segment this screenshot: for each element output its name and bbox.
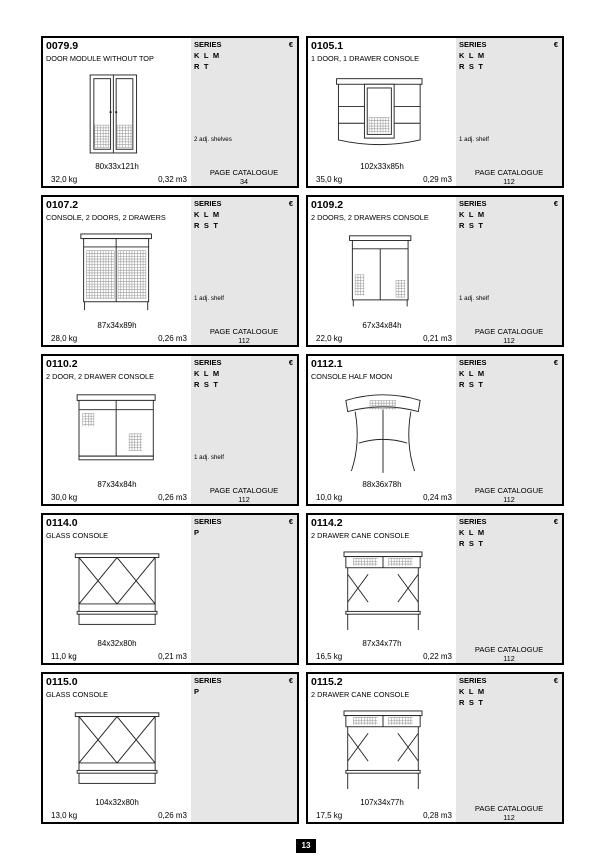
- euro-icon: €: [553, 358, 558, 367]
- euro-icon: €: [288, 199, 293, 208]
- page-catalogue-number: 112: [238, 495, 250, 504]
- cabinet-2doors-icon: [318, 225, 448, 320]
- product-weight: 17,5 kg: [316, 811, 343, 820]
- shelf-note: 1 adj. shelf: [194, 454, 224, 461]
- half-moon-console-icon: [318, 384, 448, 479]
- product-info: [308, 356, 456, 504]
- series-codes: K L M: [459, 210, 486, 219]
- series-codes: R S T: [194, 380, 220, 389]
- series-panel: [191, 197, 297, 345]
- euro-icon: €: [288, 358, 293, 367]
- product-card: [306, 36, 564, 188]
- product-card: [41, 513, 299, 665]
- series-codes: R S T: [459, 539, 485, 548]
- product-code: 0115.2: [311, 676, 343, 688]
- page-catalogue-label: PAGE CATALOGUE: [474, 804, 544, 813]
- page-catalogue-label: PAGE CATALOGUE: [474, 645, 544, 654]
- product-card: [306, 354, 564, 506]
- series-label: SERIES: [194, 517, 222, 526]
- product-description: GLASS CONSOLE: [46, 531, 109, 540]
- series-panel: [456, 197, 562, 345]
- product-dimensions: 107x34x77h: [360, 798, 404, 807]
- product-description: 1 DOOR, 1 DRAWER CONSOLE: [311, 54, 419, 63]
- series-panel: [191, 515, 297, 663]
- page-catalogue-label: PAGE CATALOGUE: [209, 168, 279, 177]
- product-info: [308, 515, 456, 663]
- series-label: SERIES: [459, 358, 487, 367]
- page-catalogue-number: 112: [503, 813, 515, 822]
- cane-console-icon: [318, 702, 448, 797]
- series-panel: [456, 356, 562, 504]
- wide-cabinet-icon: [53, 384, 183, 479]
- series-label: SERIES: [194, 40, 222, 49]
- product-weight: 13,0 kg: [51, 811, 78, 820]
- product-code: 0107.2: [46, 199, 79, 211]
- product-description: CONSOLE, 2 DOORS, 2 DRAWERS: [46, 213, 166, 222]
- product-dimensions: 104x32x80h: [95, 798, 139, 807]
- product-weight: 30,0 kg: [51, 493, 78, 502]
- door-module-icon: [53, 66, 183, 161]
- cane-console-icon: [318, 543, 448, 638]
- product-info: [43, 515, 191, 663]
- series-codes: R T: [194, 62, 210, 71]
- series-panel: [456, 38, 562, 186]
- product-volume: 0,21 m3: [423, 334, 452, 343]
- series-panel: [191, 674, 297, 822]
- product-weight: 16,5 kg: [316, 652, 343, 661]
- series-panel: [191, 38, 297, 186]
- product-dimensions: 88x36x78h: [362, 480, 402, 489]
- page-catalogue-label: PAGE CATALOGUE: [209, 486, 279, 495]
- product-description: GLASS CONSOLE: [46, 690, 109, 699]
- series-codes: R S T: [459, 62, 485, 71]
- euro-icon: €: [553, 40, 558, 49]
- shelf-note: 1 adj. shelf: [459, 295, 489, 302]
- product-dimensions: 87x34x77h: [362, 639, 402, 648]
- euro-icon: €: [553, 199, 558, 208]
- product-weight: 10,0 kg: [316, 493, 343, 502]
- product-info: [43, 674, 191, 822]
- page-catalogue-number: 112: [503, 495, 515, 504]
- product-weight: 28,0 kg: [51, 334, 78, 343]
- series-codes: K L M: [459, 687, 486, 696]
- product-weight: 11,0 kg: [51, 652, 77, 661]
- product-description: 2 DRAWER CANE CONSOLE: [311, 531, 410, 540]
- page-catalogue-number: 34: [240, 177, 248, 186]
- product-card: [306, 672, 564, 824]
- product-volume: 0,21 m3: [158, 652, 187, 661]
- page-catalogue-label: PAGE CATALOGUE: [474, 327, 544, 336]
- series-panel: [456, 515, 562, 663]
- product-volume: 0,26 m3: [158, 334, 187, 343]
- series-label: SERIES: [194, 676, 222, 685]
- page-catalogue-number: 112: [503, 336, 515, 345]
- page-catalogue-number: 112: [238, 336, 250, 345]
- page-number: 13: [296, 839, 316, 853]
- shelf-note: 1 adj. shelf: [194, 295, 224, 302]
- product-info: [43, 197, 191, 345]
- product-volume: 0,28 m3: [423, 811, 452, 820]
- product-weight: 32,0 kg: [51, 175, 78, 184]
- product-card: [41, 195, 299, 347]
- series-codes: R S T: [459, 698, 485, 707]
- product-weight: 35,0 kg: [316, 175, 343, 184]
- product-code: 0115.0: [46, 676, 78, 688]
- product-code: 0114.0: [46, 517, 78, 529]
- euro-icon: €: [288, 676, 293, 685]
- series-panel: [191, 356, 297, 504]
- page-catalogue-label: PAGE CATALOGUE: [209, 327, 279, 336]
- product-card: [306, 195, 564, 347]
- product-description: DOOR MODULE WITHOUT TOP: [46, 54, 154, 63]
- product-description: 2 DOOR, 2 DRAWER CONSOLE: [46, 372, 154, 381]
- series-codes: K L M: [194, 369, 221, 378]
- product-card: [306, 513, 564, 665]
- product-dimensions: 87x34x89h: [97, 321, 137, 330]
- product-card: [41, 36, 299, 188]
- product-code: 0105.1: [311, 40, 344, 52]
- product-dimensions: 84x32x80h: [97, 639, 137, 648]
- product-volume: 0,22 m3: [423, 652, 452, 661]
- series-panel: [456, 674, 562, 822]
- euro-icon: €: [288, 517, 293, 526]
- product-code: 0110.2: [46, 358, 78, 370]
- euro-icon: €: [553, 676, 558, 685]
- series-codes: K L M: [194, 51, 221, 60]
- product-description: 2 DOORS, 2 DRAWERS CONSOLE: [311, 213, 429, 222]
- series-codes: K L M: [194, 210, 221, 219]
- series-label: SERIES: [459, 40, 487, 49]
- product-card: [41, 354, 299, 506]
- product-code: 0112.1: [311, 358, 343, 370]
- product-dimensions: 87x34x84h: [97, 480, 137, 489]
- series-codes: K L M: [459, 369, 486, 378]
- product-description: CONSOLE HALF MOON: [311, 372, 393, 381]
- euro-icon: €: [288, 40, 293, 49]
- series-codes: K L M: [459, 528, 486, 537]
- product-description: 2 DRAWER CANE CONSOLE: [311, 690, 410, 699]
- console-2doors-icon: [53, 225, 183, 320]
- product-dimensions: 67x34x84h: [362, 321, 402, 330]
- product-weight: 22,0 kg: [316, 334, 343, 343]
- glass-console-icon: [53, 702, 183, 797]
- series-label: SERIES: [459, 676, 487, 685]
- page-catalogue-label: PAGE CATALOGUE: [474, 168, 544, 177]
- series-codes: R S T: [194, 221, 220, 230]
- product-card: [41, 672, 299, 824]
- series-codes: P: [194, 687, 201, 696]
- page-catalogue-number: 112: [503, 177, 515, 186]
- product-code: 0114.2: [311, 517, 343, 529]
- shelf-note: 1 adj. shelf: [459, 136, 489, 143]
- series-label: SERIES: [194, 199, 222, 208]
- euro-icon: €: [553, 517, 558, 526]
- page-catalogue-label: PAGE CATALOGUE: [474, 486, 544, 495]
- page-catalogue-number: 112: [503, 654, 515, 663]
- series-label: SERIES: [459, 517, 487, 526]
- product-info: [43, 38, 191, 186]
- series-codes: P: [194, 528, 201, 537]
- series-codes: K L M: [459, 51, 486, 60]
- product-volume: 0,29 m3: [423, 175, 452, 184]
- glass-console-icon: [53, 543, 183, 638]
- product-volume: 0,24 m3: [423, 493, 452, 502]
- product-info: [308, 197, 456, 345]
- product-info: [308, 38, 456, 186]
- product-info: [43, 356, 191, 504]
- product-code: 0079.9: [46, 40, 79, 52]
- console-open-shelves-icon: [318, 66, 448, 161]
- product-volume: 0,26 m3: [158, 811, 187, 820]
- shelf-note: 2 adj. shelves: [194, 136, 232, 143]
- series-label: SERIES: [194, 358, 222, 367]
- product-volume: 0,32 m3: [158, 175, 187, 184]
- product-dimensions: 102x33x85h: [360, 162, 404, 171]
- product-info: [308, 674, 456, 822]
- series-codes: R S T: [459, 221, 485, 230]
- product-volume: 0,26 m3: [158, 493, 187, 502]
- product-code: 0109.2: [311, 199, 344, 211]
- product-dimensions: 80x33x121h: [95, 162, 139, 171]
- series-codes: R S T: [459, 380, 485, 389]
- series-label: SERIES: [459, 199, 487, 208]
